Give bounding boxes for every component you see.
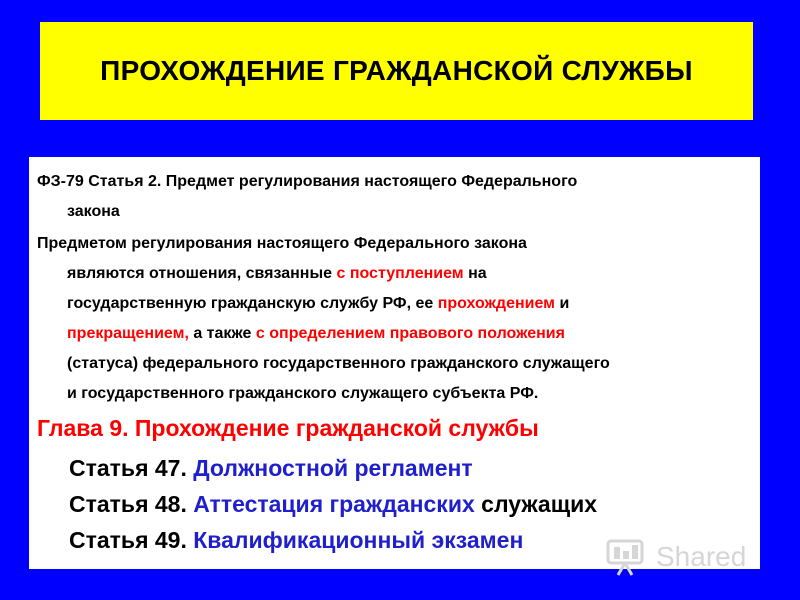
intro-line-1: ФЗ-79 Статья 2. Предмет регулирования настоящего Федерального — [37, 173, 578, 190]
title-banner — [40, 22, 753, 120]
subject-line-6: и государственного гражданского служащего субъекта РФ. — [67, 385, 539, 402]
watermark-text: Shared — [656, 541, 747, 572]
slide-title: ПРОХОЖДЕНИЕ ГРАЖДАНСКОЙ СЛУЖБЫ — [100, 55, 693, 86]
intro-line-2: закона — [67, 203, 120, 220]
intro-paragraph — [37, 167, 753, 227]
content-panel — [29, 157, 760, 569]
presentation-icon — [606, 537, 650, 577]
article-48: Статья 48. Аттестация гражданских служащих — [69, 491, 598, 517]
article-47: Статья 47. Должностной регламент — [69, 455, 473, 481]
subject-paragraph — [37, 229, 753, 409]
subject-line-2: являются отношения, связанные с поступлением на — [67, 265, 487, 282]
chapter-heading: Глава 9. Прохождение гражданской службы — [37, 415, 539, 441]
subject-line-1: Предметом регулирования настоящего Федерального закона — [37, 235, 527, 252]
subject-line-4: прекращением, а также с определением правового положения — [67, 325, 565, 342]
subject-line-3: государственную гражданскую службу РФ, ее прохождением и — [67, 295, 570, 312]
watermark — [606, 537, 746, 577]
article-49: Статья 49. Квалификационный экзамен — [69, 527, 524, 553]
subject-line-5: (статуса) федерального государственного гражданского служащего — [67, 355, 610, 372]
